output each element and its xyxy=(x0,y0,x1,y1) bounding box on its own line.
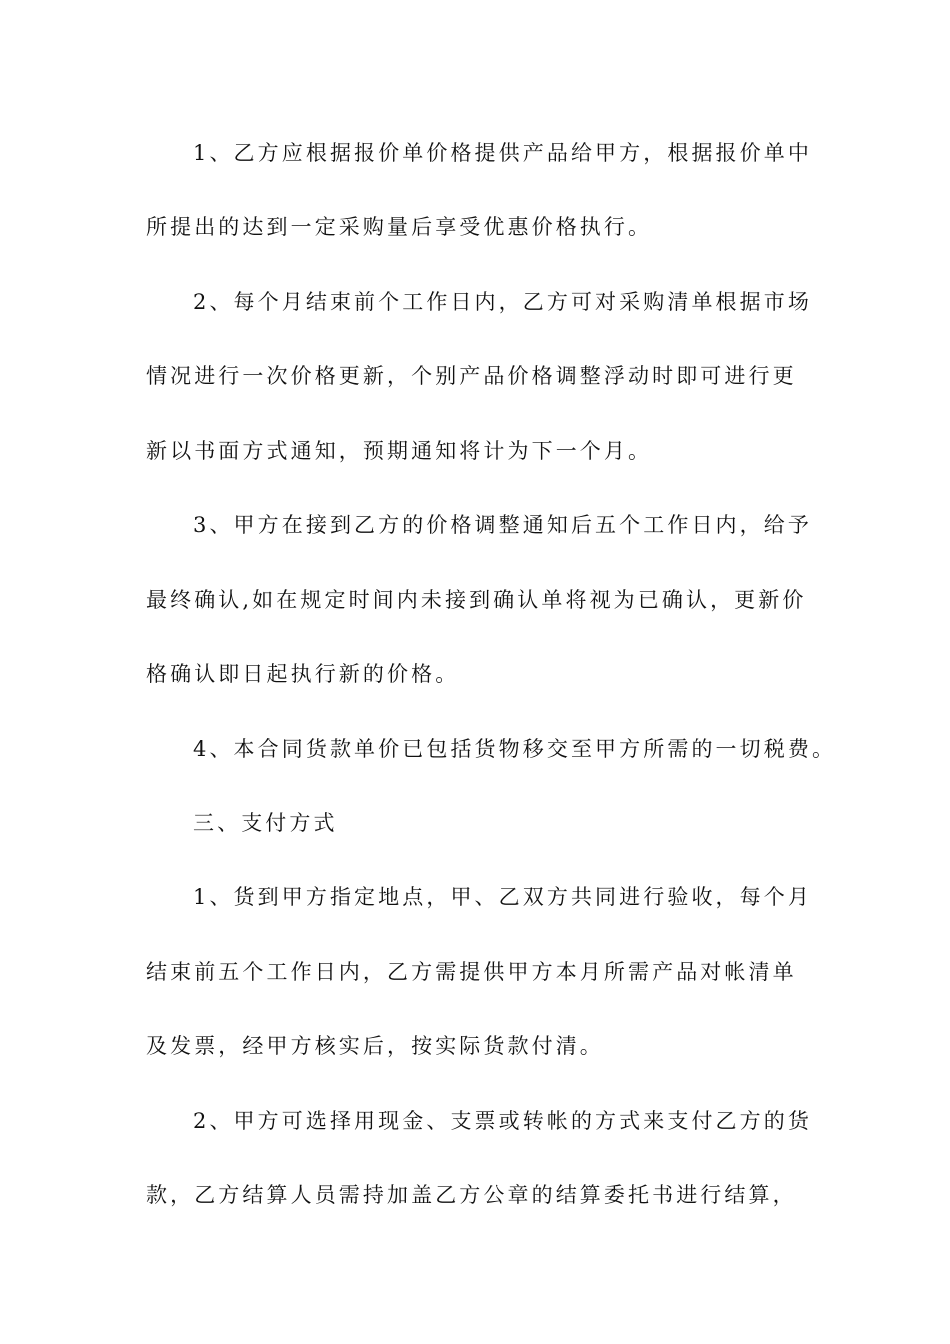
payment-paragraph-1-line-1: 1、货到甲方指定地点，甲、乙双方共同进行验收，每个月 xyxy=(193,885,812,909)
payment-paragraph-2-line-1: 2、甲方可选择用现金、支票或转帐的方式来支付乙方的货 xyxy=(193,1109,812,1133)
paragraph-3-line-3: 格确认即日起执行新的价格。 xyxy=(146,662,460,686)
paragraph-1-line-2: 所提出的达到一定采购量后享受优惠价格执行。 xyxy=(146,215,653,239)
section-heading-payment: 三、支付方式 xyxy=(193,811,338,835)
paragraph-2-line-2: 情况进行一次价格更新，个别产品价格调整浮动时即可进行更 xyxy=(146,364,797,388)
payment-paragraph-1-line-3: 及发票，经甲方核实后，按实际货款付清。 xyxy=(146,1034,604,1058)
paragraph-2-line-3: 新以书面方式通知，预期通知将计为下一个月。 xyxy=(146,439,653,463)
paragraph-4-line-1: 4、本合同货款单价已包括货物移交至甲方所需的一切税费。 xyxy=(193,737,837,761)
paragraph-3-line-1: 3、甲方在接到乙方的价格调整通知后五个工作日内，给予 xyxy=(193,513,812,537)
paragraph-3-line-2: 最终确认,如在规定时间内未接到确认单将视为已确认，更新价 xyxy=(146,588,807,612)
paragraph-1-line-1: 1、乙方应根据报价单价格提供产品给甲方，根据报价单中 xyxy=(193,141,812,165)
paragraph-2-line-1: 2、每个月结束前个工作日内，乙方可对采购清单根据市场 xyxy=(193,290,812,314)
payment-paragraph-1-line-2: 结束前五个工作日内，乙方需提供甲方本月所需产品对帐清单 xyxy=(146,960,797,984)
payment-paragraph-2-line-2: 款，乙方结算人员需持加盖乙方公章的结算委托书进行结算， xyxy=(146,1183,797,1207)
